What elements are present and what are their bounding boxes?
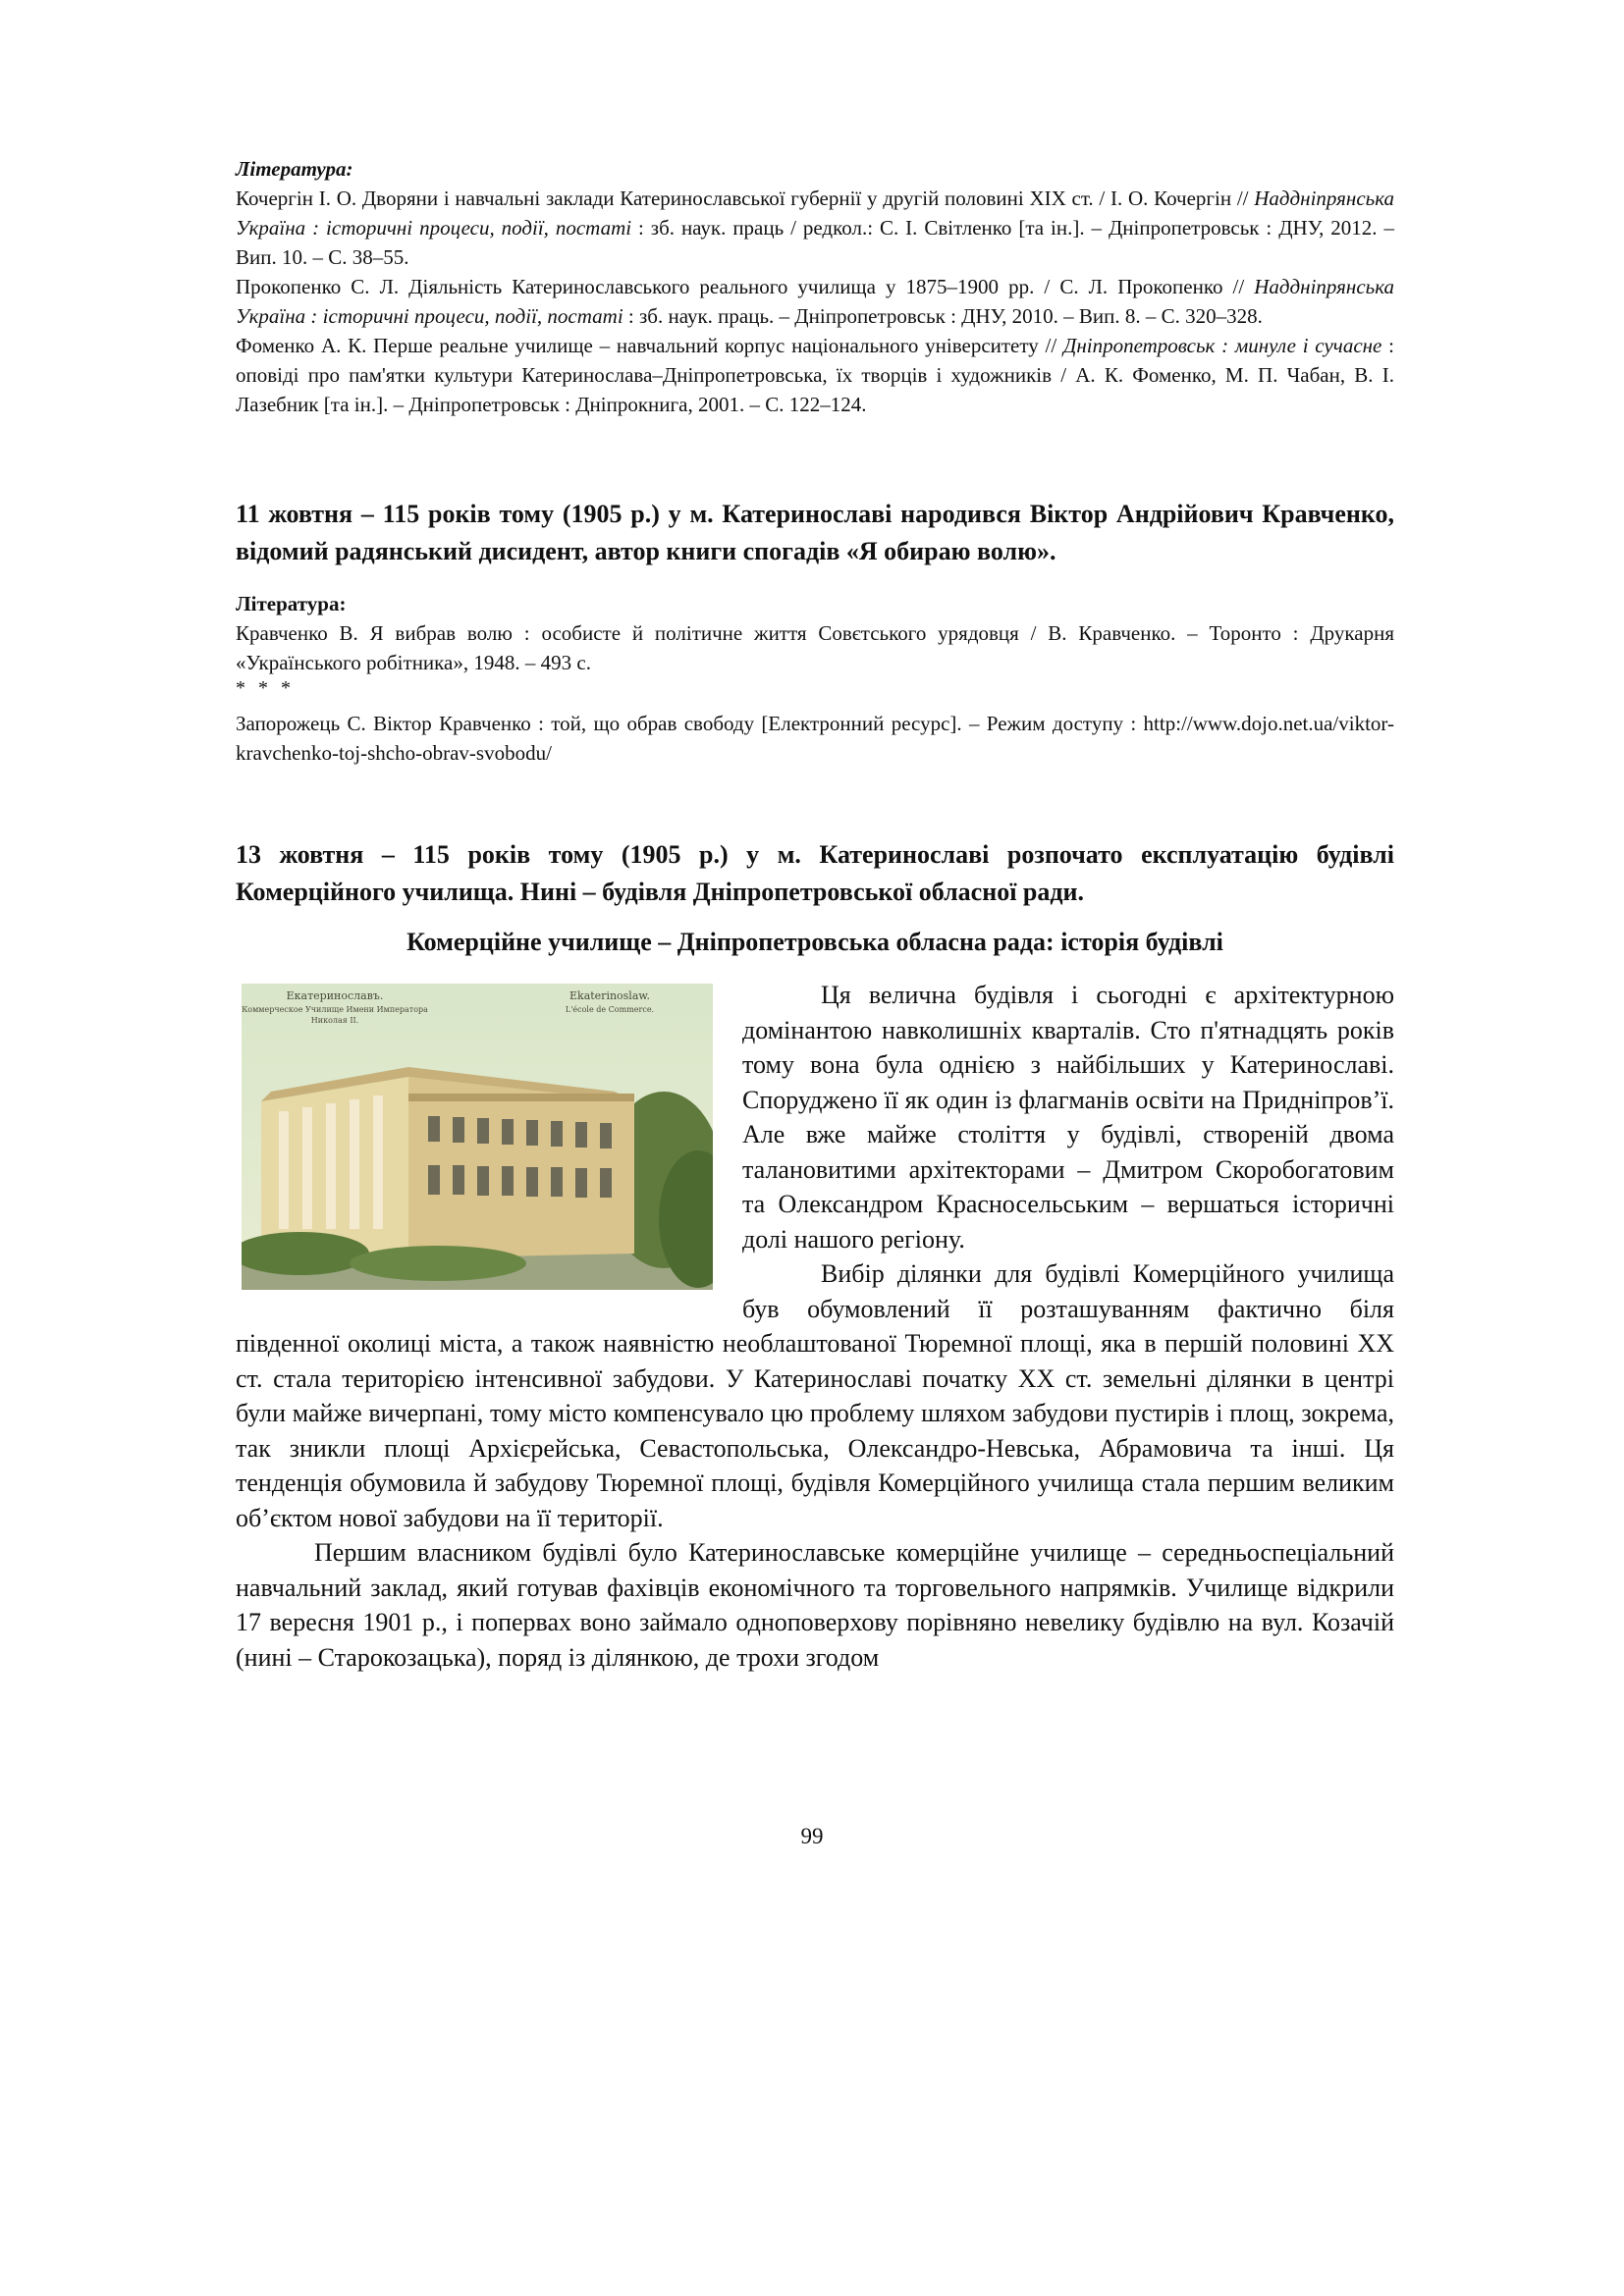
article-paragraph: Вибір ділянки для будівлі Комерційного училища був обумовлений її розташуванням фактично біля південної околиці міста, а також наявністю необлаштованої Тюремної площі, яка в першій половині ХХ ст. стала територією інтенсивної забудови. У Катеринославі початку ХХ ст. земельні ділянки в центрі були майже вичерпані, тому місто компенсувало цю проблему шляхом забудови пустирів і площ, зокрема, так зникли площі Архієрейська, Севастопольська, Олександро-Невська, Абрамовича та інші. Ця тенденція обумовила й забудову Тюремної площі, будівля Комерційного училища стала першим великим об’єктом нової забудови на її території. <box>236 1259 1394 1532</box>
reference-italic: Дніпропетровськ : минуле і сучасне <box>1062 334 1382 357</box>
reference-item <box>236 272 1394 331</box>
event-block-2 <box>236 836 1394 1675</box>
reference-italic: Наддніпрянська Україна : історичні процеси, події, постаті <box>236 275 1394 328</box>
reference-italic: Наддніпрянська Україна : історичні процеси, події, постаті <box>236 187 1394 240</box>
article-paragraph: Ця велична будівля і сьогодні є архітектурною домінантою навколишніх кварталів. Сто п'ятнадцять років тому вона була однією з найбільших у Катеринославі. Споруджено її як один із флагманів освіти на Придніпров’ї. Але вже майже століття у будівлі, створеній двома талановитими архітекторами – Дмитром Скоробогатовим та Олександром Красносельським – вершаться історичні долі нашого регіону. <box>742 981 1394 1254</box>
reference-text: Фоменко А. К. Перше реальне училище – навчальний корпус національного університету // <box>236 334 1063 357</box>
page-content <box>236 155 1394 1675</box>
postcard-caption: Екатеринославъ. <box>286 989 384 1002</box>
building-postcard-image <box>242 984 713 1290</box>
postcard-caption: Коммерческое Училище Имени Императора <box>242 1005 428 1014</box>
postcard-caption: Николая II. <box>310 1016 359 1025</box>
article-subtitle: Комерційне училище – Дніпропетровська обласна рада: історія будівлі <box>406 928 1223 956</box>
event-title: 11 жовтня – 115 років тому (1905 р.) у м. Катеринославі народився Віктор Андрійович Кравченко, відомий радянський дисидент, автор книги спогадів «Я обираю волю». <box>236 500 1394 565</box>
reference-item: Кравченко В. Я вибрав волю : особисте й політичне життя Совєтського урядовця / В. Кравченко. – Торонто : Друкарня «Українського робітника», 1948. – 493 с. <box>236 621 1394 674</box>
reference-text: : зб. наук. праць / редкол.: С. І. Світленко [та ін.]. – Дніпропетровськ : ДНУ, 2012. – Вип. 10. – С. 38–55. <box>236 216 1394 269</box>
event-title: 13 жовтня – 115 років тому (1905 р.) у м. Катеринославі розпочато експлуатацію будівлі Комерційного училища. Нині – будівля Дніпропетровської обласної ради. <box>236 840 1394 906</box>
event-block-1 <box>236 496 1394 768</box>
postcard-caption: L'école de Commerce. <box>565 1005 655 1014</box>
reference-text: : оповіді про пам'ятки культури Катеринослава–Дніпропетровська, їх творців і художників / А. К. Фоменко, М. П. Чабан, В. І. Лазебник [та ін.]. – Дніпропетровськ : Дніпрокнига, 2001. – С. 122–124. <box>236 334 1394 416</box>
reference-text: Кочергін І. О. Дворяни і навчальні заклади Катеринославської губернії у другій половині ХІХ ст. / І. О. Кочергін // <box>236 187 1255 210</box>
literature-heading: Література: <box>236 157 353 181</box>
reference-item: Запорожець С. Віктор Кравченко : той, що обрав свободу [Електронний ресурс]. – Режим доступу : http://www.dojo.net.ua/viktor-kravchenko-toj-shcho-obrav-svobodu/ <box>236 712 1394 765</box>
reference-item <box>236 184 1394 272</box>
reference-text: : зб. наук. праць. – Дніпропетровськ : ДНУ, 2010. – Вип. 8. – С. 320–328. <box>623 304 1263 328</box>
article-paragraph: Першим власником будівлі було Катеринославське комерційне училище – середньоспеціальний навчальний заклад, який готував фахівців економічного та торговельного напрямків. Училище відкрили 17 вересня 1901 р., і попервах воно займало одноповерхову порівняно невелику будівлю на вул. Козачій (нині – Старокозацька), поряд із ділянкою, де трохи згодом <box>236 1538 1394 1672</box>
page-number: 99 <box>800 1824 824 1848</box>
literature-heading: Література: <box>236 592 347 615</box>
literature-block-1 <box>236 155 1394 419</box>
separator-stars: * * * <box>236 677 295 699</box>
reference-item <box>236 331 1394 419</box>
reference-text: Прокопенко С. Л. Діяльність Катеринославського реального училища у 1875–1900 рр. / С. Л. Прокопенко // <box>236 275 1255 298</box>
postcard-caption: Ekaterinoslaw. <box>569 989 650 1002</box>
